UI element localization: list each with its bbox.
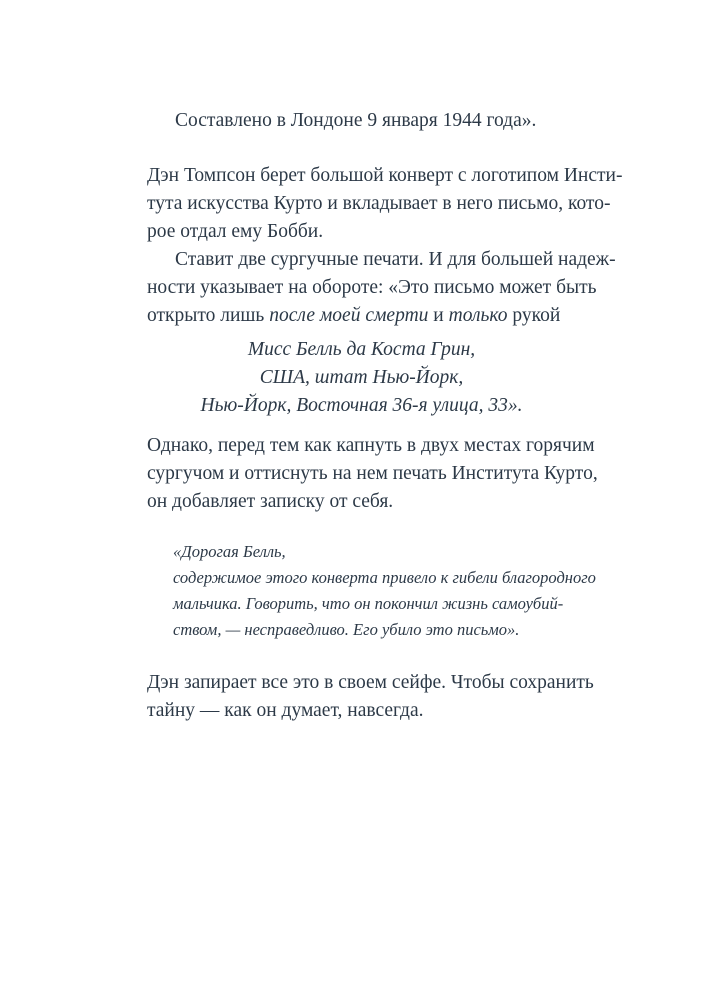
paragraph-4-line-1: Дэн запирает все это в своем сейфе. Чтобы сохранить bbox=[147, 672, 594, 693]
paragraph-3-line-1: Однако, перед тем как капнуть в двух местах горячим bbox=[147, 435, 595, 456]
note-line-2: содержимое этого конверта привело к гибели благородного bbox=[173, 568, 596, 587]
paragraph-2-line-3 bbox=[147, 302, 560, 330]
note-line-1: «Дорогая Белль, bbox=[173, 542, 286, 561]
address-line-3: Нью-Йорк, Восточная 36-я улица, 33». bbox=[200, 395, 523, 416]
paragraph-2-text-c: рукой bbox=[507, 305, 561, 326]
paragraph-2-italic-b: только bbox=[448, 305, 508, 326]
note-line-4: ством, — несправедливо. Его убило это письмо». bbox=[173, 620, 520, 639]
paragraph-2-text-b: и bbox=[428, 305, 449, 326]
paragraph-2-text-a: открыто лишь bbox=[147, 305, 270, 326]
paragraph-3-line-3: он добавляет записку от себя. bbox=[147, 491, 394, 512]
note-line-3: мальчика. Говорить, что он покончил жизнь самоубий- bbox=[173, 594, 564, 613]
paragraph-3-line-2: сургучом и оттиснуть на нем печать Института Курто, bbox=[147, 463, 598, 484]
paragraph-1-line-3: рое отдал ему Бобби. bbox=[147, 221, 324, 242]
address-line-2: США, штат Нью-Йорк, bbox=[259, 367, 464, 388]
dateline: Составлено в Лондоне 9 января 1944 года». bbox=[175, 110, 537, 131]
paragraph-1-line-2: тута искусства Курто и вкладывает в него письмо, кото- bbox=[147, 193, 611, 214]
paragraph-4-line-2: тайну — как он думает, навсегда. bbox=[147, 700, 424, 721]
paragraph-2-line-1: Ставит две сургучные печати. И для большей надеж- bbox=[175, 249, 616, 270]
paragraph-2-line-2: ности указывает на обороте: «Это письмо может быть bbox=[147, 277, 597, 298]
paragraph-1-line-1: Дэн Томпсон берет большой конверт с логотипом Инсти- bbox=[147, 165, 623, 186]
address-line-1: Мисс Белль да Коста Грин, bbox=[247, 339, 476, 360]
paragraph-2-italic-a: после моей смерти bbox=[269, 305, 429, 326]
